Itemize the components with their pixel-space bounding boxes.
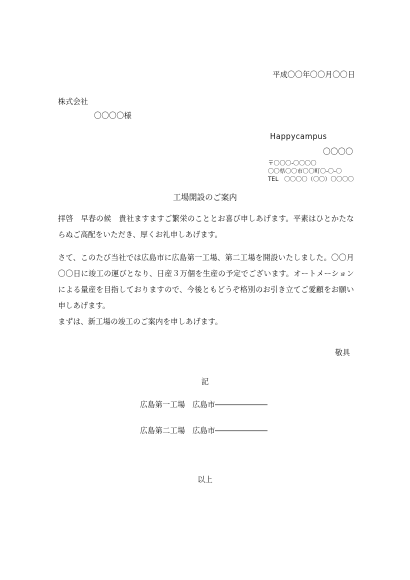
sender-representative: 〇〇〇〇 [323,147,353,156]
sender-company: Happycampus [270,132,327,141]
body-paragraph-greeting: 拝啓 早春の候 貴社ますますご繁栄のこととお喜び申しあげます。平素はひとかたならぬご高配をいただき、厚くお礼申しあげます。 [58,214,354,239]
recipient-company: 株式会社 [58,97,88,106]
letter-date: 平成〇〇年〇〇月〇〇日 [272,70,355,79]
sender-telephone: TEL 〇〇〇〇（〇〇）〇〇〇〇 [268,177,354,183]
end-mark: 以上 [197,475,213,484]
factory-item-second: 広島第二工場 広島市――――――― [140,426,268,435]
notice-heading: 記 [201,377,209,386]
document-title: 工場開設のご案内 [173,193,237,202]
body-paragraph-announcement: さて、このたび当社では広島市に広島第一工場、第二工場を開設いたしました。〇〇月〇〇日に竣工の運びとなり、日産３万個を生産の予定でございます。オートメーションによる量産を目指しておりますので、今後ともどうぞ格別のお引き立てご愛顧をお願い申しあげます。 [58,253,354,310]
body-paragraph-conclusion: まずは、新工場の竣工のご案内を申しあげます。 [58,317,223,326]
factory-item-first: 広島第一工場 広島市――――――― [140,400,268,409]
closing-phrase: 敬具 [335,348,350,357]
sender-postal-code: 〒〇〇〇-〇〇〇〇 [268,161,317,167]
sender-address: 〇〇県〇〇市〇〇町〇-〇-〇 [268,169,342,175]
recipient-name: 〇〇〇〇様 [94,111,132,120]
